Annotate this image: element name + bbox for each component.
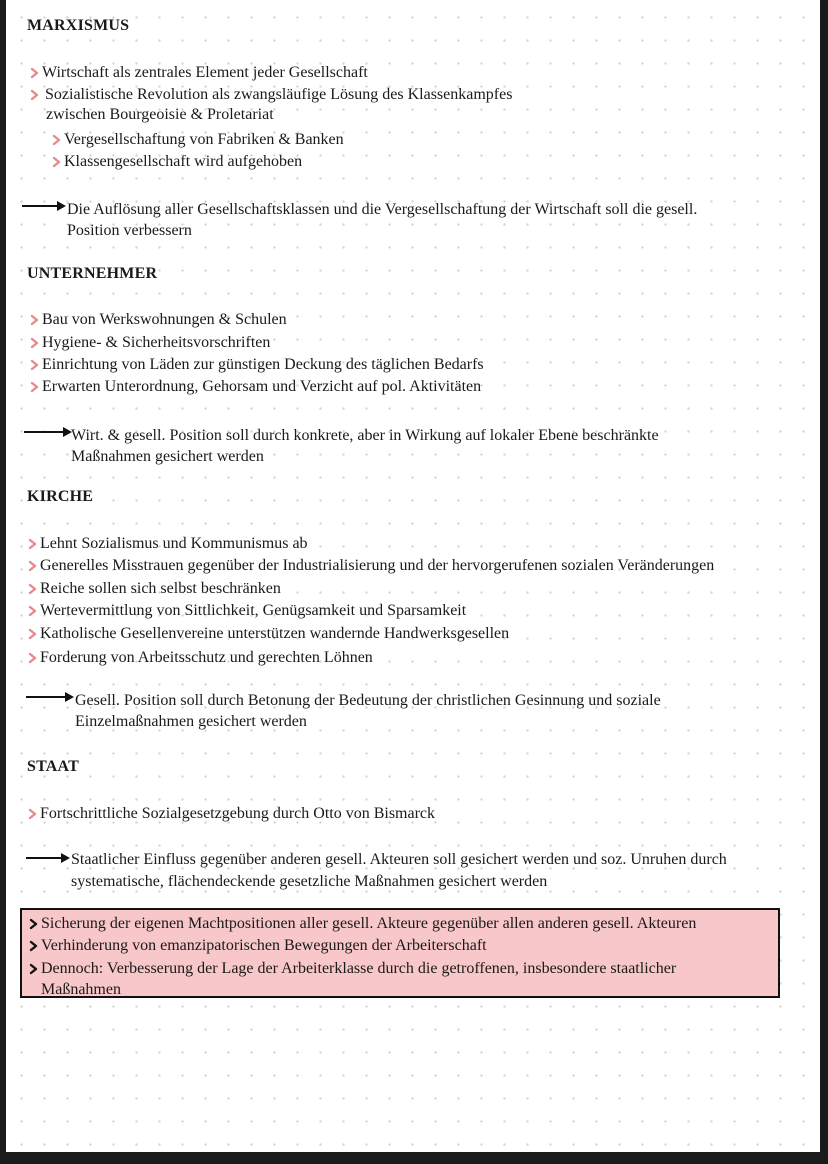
chevron-right-icon	[27, 604, 39, 618]
chevron-right-icon	[28, 917, 40, 931]
conclusion-line: Gesell. Position soll durch Betonung der Bedeutung der christlichen Gesinnung und soziale	[75, 692, 661, 709]
conclusion-line: Die Auflösung aller Gesellschaftsklassen und die Vergesellschaftung der Wirtschaft soll die gesell.	[67, 201, 698, 218]
bullet-text: Lehnt Sozialismus und Kommunismus ab	[40, 535, 308, 552]
list-item	[27, 804, 435, 824]
list-item	[28, 936, 487, 956]
bullet-text: Wirtschaft als zentrales Element jeder Gesellschaft	[42, 64, 368, 81]
arrow-right-icon	[25, 690, 75, 704]
chevron-right-icon	[29, 313, 41, 327]
bullet-text: Generelles Misstrauen gegenüber der Industrialisierung und der hervorgerufenen sozialen Veränderungen	[40, 557, 715, 574]
chevron-right-icon	[27, 651, 39, 665]
summary-text: Sicherung der eigenen Machtpositionen aller gesell. Akteure gegenüber allen anderen gesell. Akteuren	[41, 915, 697, 932]
conclusion-line: Maßnahmen gesichert werden	[71, 448, 264, 465]
chevron-right-icon	[27, 559, 39, 573]
chevron-right-icon	[27, 627, 39, 641]
arrow-right-icon	[23, 425, 73, 439]
chevron-right-icon	[29, 358, 41, 372]
summary-text: Maßnahmen	[41, 981, 121, 998]
heading-unternehmer: UNTERNEHMER	[27, 265, 158, 282]
conclusion-line: Staatlicher Einfluss gegenüber anderen gesell. Akteuren soll gesichert werden und soz. Unruhen durch	[71, 851, 727, 868]
list-item	[27, 534, 308, 554]
list-item	[28, 959, 676, 979]
bullet-text: Fortschrittliche Sozialgesetzgebung durch Otto von Bismarck	[40, 805, 436, 822]
list-item	[27, 556, 714, 576]
chevron-right-icon	[29, 66, 41, 80]
bullet-text: Klassengesellschaft wird aufgehoben	[64, 153, 303, 170]
bullet-text: Katholische Gesellenvereine unterstützen wandernde Handwerksgesellen	[40, 625, 510, 642]
arrow-right-icon	[25, 851, 71, 865]
bullet-continuation: zwischen Bourgeoisie & Proletariat	[46, 106, 274, 123]
list-item	[29, 310, 287, 330]
bullet-text: Hygiene- & Sicherheitsvorschriften	[42, 334, 271, 351]
list-item	[51, 130, 344, 150]
bullet-text: Einrichtung von Läden zur günstigen Deckung des täglichen Bedarfs	[42, 356, 484, 373]
chevron-right-icon	[51, 155, 63, 169]
list-item	[29, 355, 484, 375]
chevron-right-icon	[27, 537, 39, 551]
list-item	[29, 85, 512, 105]
heading-kirche: KIRCHE	[27, 488, 94, 505]
list-item	[29, 63, 368, 83]
bullet-text: Vergesellschaftung von Fabriken & Banken	[64, 131, 344, 148]
list-item	[29, 333, 270, 353]
heading-marxismus: MARXISMUS	[27, 17, 130, 34]
conclusion-line: systematische, flächendeckende gesetzliche Maßnahmen gesichert werden	[71, 873, 548, 890]
chevron-right-icon	[51, 133, 63, 147]
summary-text: Verhinderung von emanzipatorischen Bewegungen der Arbeiterschaft	[41, 937, 487, 954]
list-item	[51, 152, 302, 172]
arrow-right-icon	[21, 199, 67, 213]
chevron-right-icon	[27, 582, 39, 596]
chevron-right-icon	[27, 807, 39, 821]
bullet-text: Forderung von Arbeitsschutz und gerechten Löhnen	[40, 649, 373, 666]
list-item	[27, 648, 373, 668]
chevron-right-icon	[29, 336, 41, 350]
list-item	[27, 601, 466, 621]
bullet-text: Sozialistische Revolution als zwangsläufige Lösung des Klassenkampfes	[45, 86, 513, 103]
list-item	[27, 579, 281, 599]
chevron-right-icon	[29, 88, 41, 102]
summary-box	[20, 908, 780, 998]
conclusion-line: Wirt. & gesell. Position soll durch konkrete, aber in Wirkung auf lokaler Ebene beschränkte	[71, 427, 659, 444]
bullet-text: Erwarten Unterordnung, Gehorsam und Verzicht auf pol. Aktivitäten	[42, 378, 482, 395]
list-item	[27, 624, 509, 644]
bullet-text: Bau von Werkswohnungen & Schulen	[42, 311, 287, 328]
conclusion-line: Position verbessern	[67, 222, 192, 239]
note-page	[6, 0, 820, 1152]
bullet-text: Reiche sollen sich selbst beschränken	[40, 580, 281, 597]
chevron-right-icon	[28, 962, 40, 976]
bullet-text: Wertevermittlung von Sittlichkeit, Genügsamkeit und Sparsamkeit	[40, 602, 467, 619]
summary-text: Dennoch: Verbesserung der Lage der Arbeiterklasse durch die getroffenen, insbesondere staatlicher	[41, 960, 677, 977]
list-item	[29, 377, 481, 397]
chevron-right-icon	[29, 380, 41, 394]
list-item	[28, 914, 696, 934]
chevron-right-icon	[28, 939, 40, 953]
heading-staat: STAAT	[27, 758, 79, 775]
conclusion-line: Einzelmaßnahmen gesichert werden	[75, 713, 307, 730]
